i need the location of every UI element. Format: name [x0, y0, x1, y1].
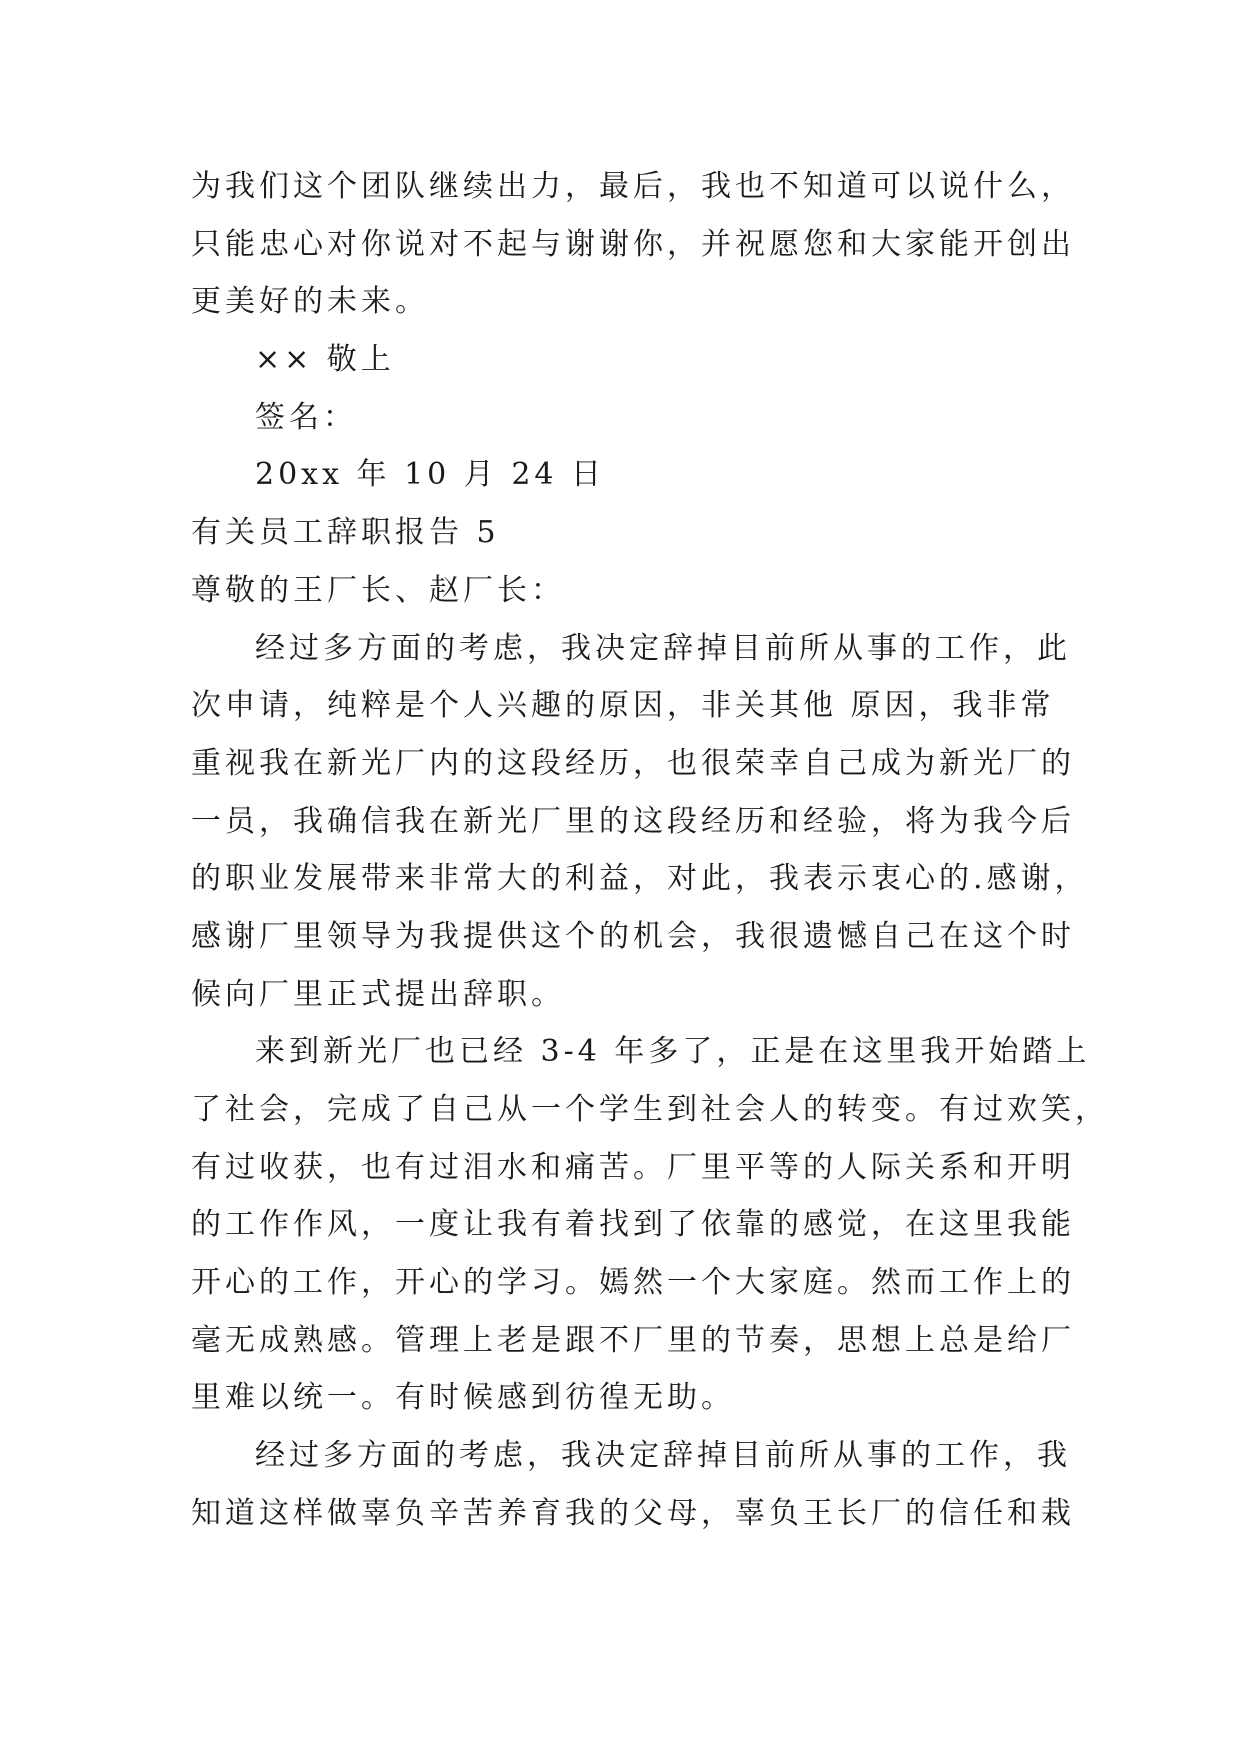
author-line: ×× 敬上 [255, 342, 395, 378]
paragraph-3 [191, 1427, 1075, 1542]
text-line: 的工作作风，一度让我有着找到了依靠的感觉，在这里我能 [191, 1207, 1075, 1243]
text-line: 只能忠心对你说对不起与谢谢你，并祝愿您和大家能开创出 [191, 226, 1075, 262]
text-line: 里难以统一。有时候感到彷徨无助。 [191, 1380, 735, 1416]
text-line: 更美好的未来。 [191, 284, 429, 320]
text-line: 开心的工作，开心的学习。嫣然一个大家庭。然而工作上的 [191, 1265, 1075, 1301]
text-line: 来到新光厂也已经 3-4 年多了，正是在这里我开始踏上 [255, 1034, 1091, 1070]
text-line: 有过收获，也有过泪水和痛苦。厂里平等的人际关系和开明 [191, 1149, 1075, 1185]
text-line: 了社会，完成了自己从一个学生到社会人的转变。有过欢笑， [191, 1092, 1109, 1127]
text-line: 的职业发展带来非常大的利益，对此，我表示衷心的.感谢， [191, 861, 1089, 897]
text-line: 毫无成熟感。管理上老是跟不厂里的节奏，思想上总是给厂 [191, 1322, 1075, 1358]
text-line: 经过多方面的考虑，我决定辞掉目前所从事的工作，此 [255, 630, 1071, 666]
paragraph-2 [191, 1023, 1109, 1427]
text-line: 一员，我确信我在新光厂里的这段经历和经验，将为我今后 [191, 803, 1075, 839]
text-line: 候向厂里正式提出辞职。 [191, 976, 565, 1012]
paragraph-1 [191, 620, 1089, 1024]
signature-block [191, 331, 1071, 504]
text-line: 知道这样做辜负辛苦养育我的父母，辜负王长厂的信任和栽 [191, 1495, 1075, 1531]
text-line: 次申请，纯粹是个人兴趣的原因，非关其他 原因，我非常 [191, 688, 1055, 724]
salutation: 尊敬的王厂长、赵厂长： [191, 572, 565, 608]
signature-label: 签名： [255, 399, 357, 435]
document-body [191, 158, 1109, 1543]
text-line: 感谢厂里领导为我提供这个的机会，我很遗憾自己在这个时 [191, 918, 1075, 954]
closing-paragraph [191, 158, 1075, 331]
date-line: 20xx 年 10 月 24 日 [255, 457, 606, 493]
section-title: 有关员工辞职报告 5 [191, 515, 500, 551]
text-line: 为我们这个团队继续出力，最后，我也不知道可以说什么， [191, 169, 1075, 204]
text-line: 经过多方面的考虑，我决定辞掉目前所从事的工作，我 [255, 1438, 1071, 1474]
text-line: 重视我在新光厂内的这段经历，也很荣幸自己成为新光厂的 [191, 745, 1075, 781]
